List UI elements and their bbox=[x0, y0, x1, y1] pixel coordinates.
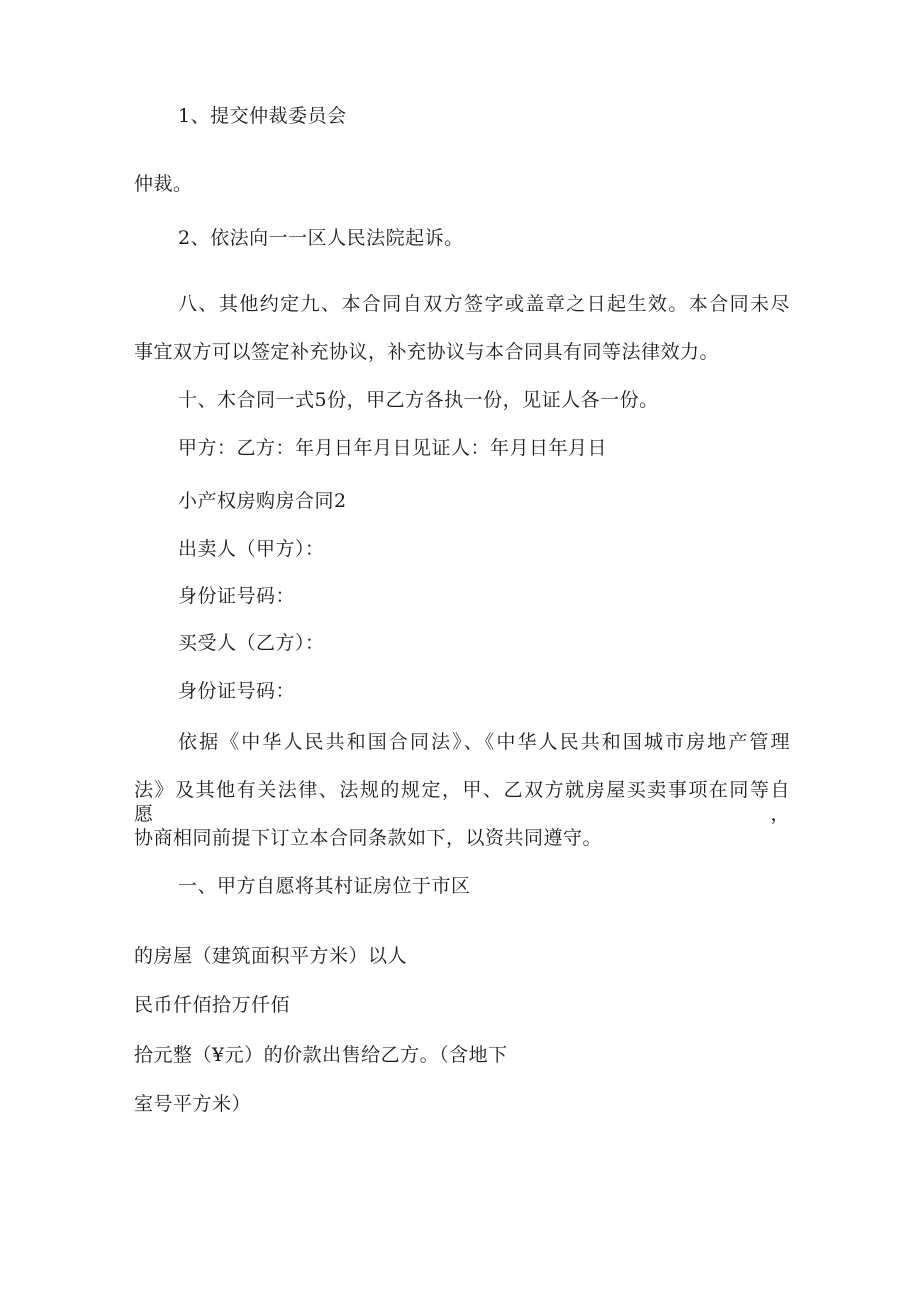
clause-copies: 十、木合同一式5份，甲乙方各执一份，见证人各一份。 bbox=[178, 389, 659, 411]
clause-one-cont-1: 的房屋（建筑面积平方米）以人 bbox=[134, 945, 408, 967]
preamble-line-2: 法》及其他有关法律、法规的规定，甲、乙双方就房屋买卖事项在同等自愿， bbox=[134, 779, 790, 825]
seller-id-label: 身份证号码： bbox=[178, 585, 296, 607]
clause-one: 一、甲方自愿将其村证房位于市区 bbox=[178, 875, 471, 897]
clause-one-cont-2: 民币仟佰拾万仟佰 bbox=[134, 994, 291, 1016]
clause-arbitration-cont: 仲裁。 bbox=[134, 173, 193, 195]
clause-other-terms: 八、其他约定九、本合同自双方签字或盖章之日起生效。本合同未尽 bbox=[178, 293, 790, 315]
signature-line: 甲方：乙方：年月日年月日见证人：年月日年月日 bbox=[178, 437, 608, 459]
clause-other-terms-cont: 事宜双方可以签定补充协议，补充协议与本合同具有同等法律效力。 bbox=[134, 341, 720, 363]
preamble-line-3: 协商相同前提下订立本合同条款如下，以资共同遵守。 bbox=[134, 827, 603, 849]
contract-title: 小产权房购房合同2 bbox=[178, 490, 347, 512]
buyer-label: 买受人（乙方）： bbox=[178, 632, 325, 654]
clause-one-cont-3: 拾元整（¥元）的价款出售给乙方。（含地下 bbox=[134, 1044, 508, 1066]
buyer-id-label: 身份证号码： bbox=[178, 680, 296, 702]
clause-one-cont-4: 室号平方米） bbox=[134, 1093, 252, 1115]
preamble-line-1: 依据《中华人民共和国合同法》、《中华人民共和国城市房地产管理 bbox=[178, 731, 790, 753]
clause-arbitration: 1、提交仲裁委员会 bbox=[178, 105, 347, 127]
clause-lawsuit: 2、依法向一一区人民法院起诉。 bbox=[178, 227, 464, 249]
seller-label: 出卖人（甲方）： bbox=[178, 538, 325, 560]
